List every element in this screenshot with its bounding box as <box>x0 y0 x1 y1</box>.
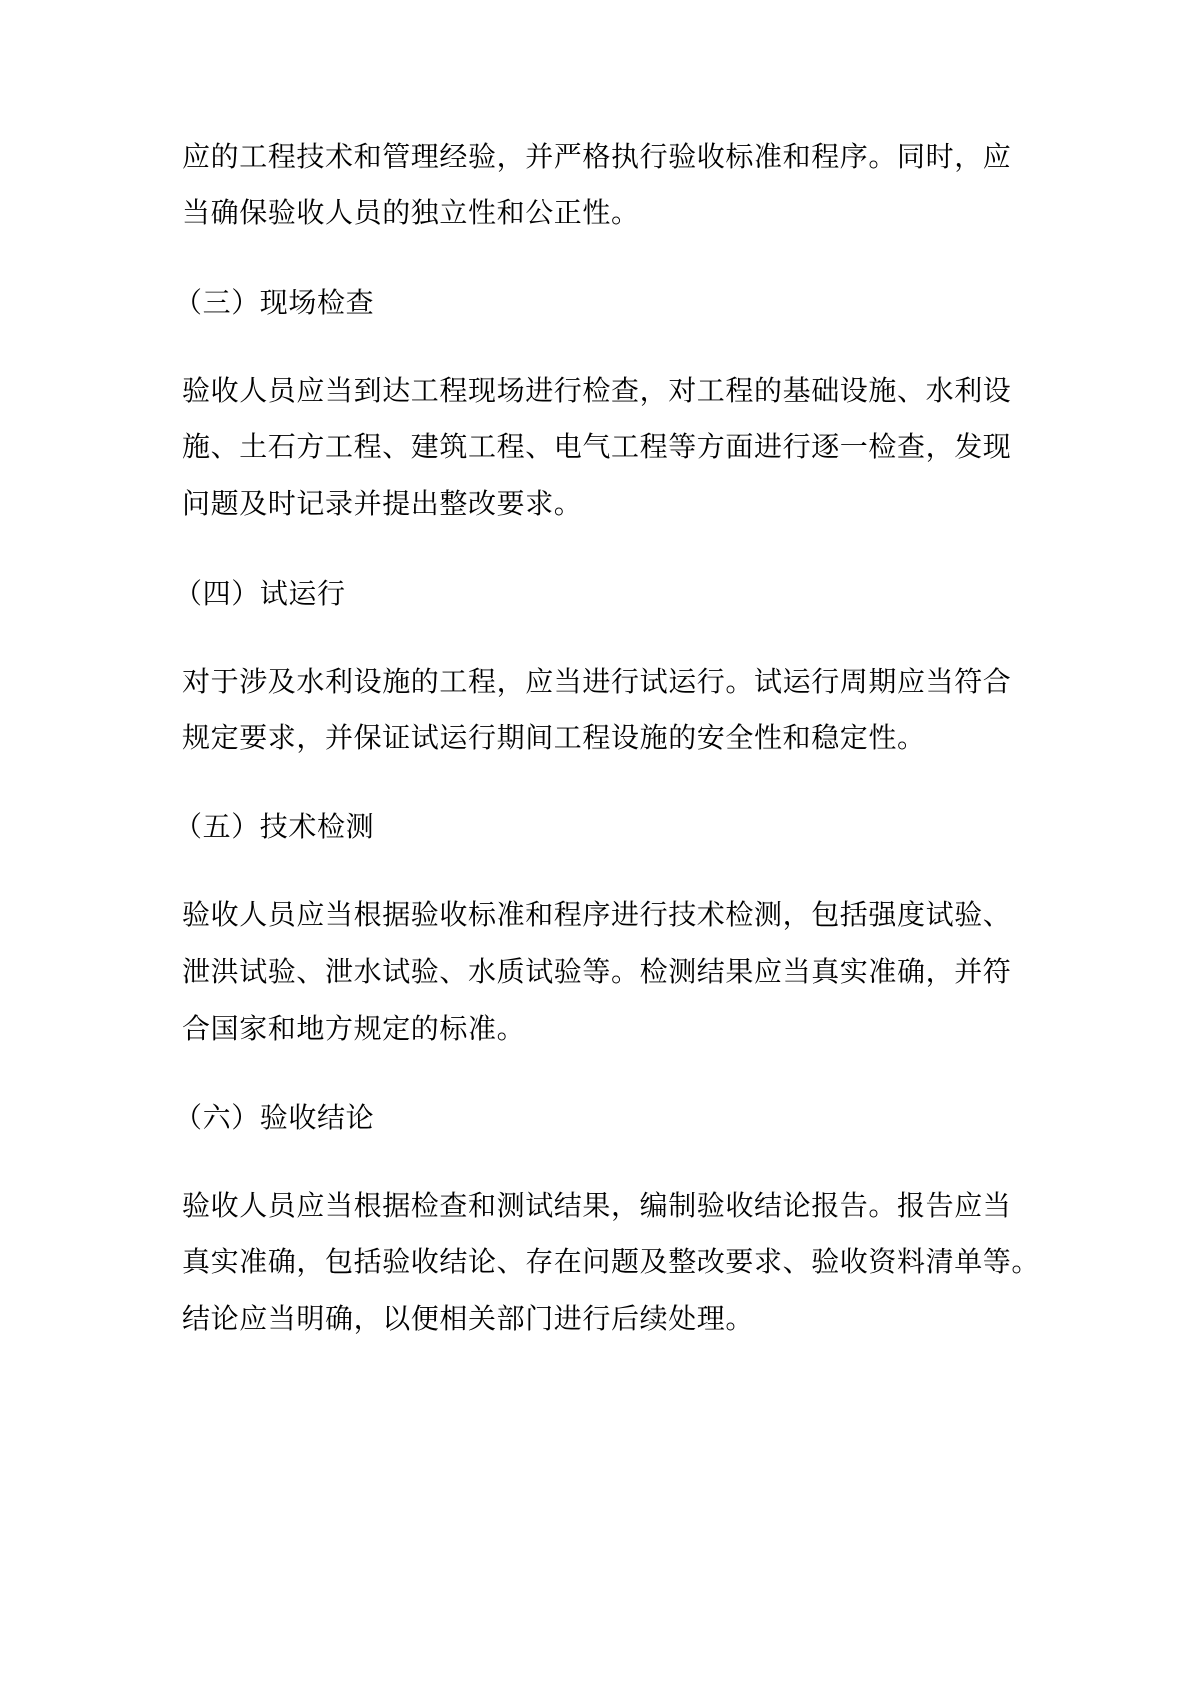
paragraph-line: 结论应当明确，以便相关部门进行后续处理。 <box>182 1302 755 1335</box>
paragraph-line: 问题及时记录并提出整改要求。 <box>182 487 583 520</box>
paragraph-line: 当确保验收人员的独立性和公正性。 <box>182 196 640 229</box>
paragraph-line: 合国家和地方规定的标准。 <box>182 1012 526 1045</box>
paragraph-line: 验收人员应当根据检查和测试结果，编制验收结论报告。报告应当 <box>182 1189 1012 1222</box>
paragraph-line: 对于涉及水利设施的工程，应当进行试运行。试运行周期应当符合 <box>182 665 1012 698</box>
section-heading-technical-testing: （五）技术检测 <box>174 810 375 843</box>
paragraph-line: 施、土石方工程、建筑工程、电气工程等方面进行逐一检查，发现 <box>182 430 1012 463</box>
section-heading-site-inspection: （三）现场检查 <box>174 286 375 319</box>
paragraph-line: 泄洪试验、泄水试验、水质试验等。检测结果应当真实准确，并符 <box>182 955 1012 988</box>
section-heading-trial-operation: （四）试运行 <box>174 577 346 610</box>
paragraph-line: 真实准确，包括验收结论、存在问题及整改要求、验收资料清单等。 <box>182 1245 1041 1278</box>
paragraph-line: 验收人员应当根据验收标准和程序进行技术检测，包括强度试验、 <box>182 898 1012 931</box>
paragraph-line: 验收人员应当到达工程现场进行检查，对工程的基础设施、水利设 <box>182 374 1012 407</box>
section-heading-acceptance-conclusion: （六）验收结论 <box>174 1101 375 1134</box>
paragraph-line: 应的工程技术和管理经验，并严格执行验收标准和程序。同时，应 <box>182 140 1012 173</box>
paragraph-line: 规定要求，并保证试运行期间工程设施的安全性和稳定性。 <box>182 721 926 754</box>
